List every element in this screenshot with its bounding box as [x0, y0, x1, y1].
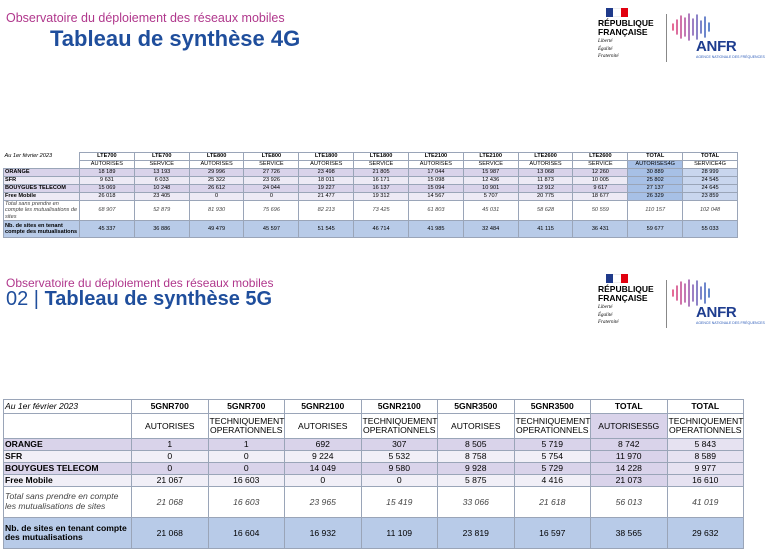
- value-cell: 26 612: [189, 185, 244, 193]
- anfr-subtitle: AGENCE NATIONALE DES FRÉQUENCES: [696, 321, 765, 325]
- table-row: [4, 193, 738, 201]
- value-cell: 14 049: [285, 463, 362, 475]
- value-cell: 13 193: [134, 169, 189, 177]
- total-value: 61 803: [408, 201, 463, 221]
- value-cell: 20 775: [518, 193, 573, 201]
- republique-francaise-logo: [598, 274, 660, 326]
- title-text: Tableau de synthèse 5G: [44, 288, 273, 310]
- value-cell: 27 726: [244, 169, 299, 177]
- value-cell: 26 329: [628, 193, 683, 201]
- mutualisation-value: 41 985: [408, 221, 463, 238]
- col-header: 5GNR700: [132, 400, 209, 414]
- page-title: [6, 288, 272, 311]
- value-cell: 12 912: [518, 185, 573, 193]
- value-cell: 23 926: [244, 177, 299, 185]
- mutualisation-value: 32 484: [463, 221, 518, 238]
- col-header: LTE2100: [463, 153, 518, 161]
- total-row: [4, 487, 744, 518]
- mutualisation-value: 16 597: [514, 518, 591, 549]
- col-header: LTE800: [189, 153, 244, 161]
- value-cell: 11 970: [591, 451, 668, 463]
- republique-francaise-logo: [598, 8, 660, 60]
- value-cell: 16 610: [667, 475, 744, 487]
- value-cell: 0: [132, 463, 209, 475]
- col-header: 5GNR2100: [361, 400, 438, 414]
- col-subheader: AUTORISES: [189, 161, 244, 169]
- value-cell: 5 729: [514, 463, 591, 475]
- total-label: Total sans prendre en compte les mutualisations de sites: [4, 201, 80, 221]
- motto-3: Fraternité: [598, 320, 619, 325]
- motto-2: Égalité: [598, 312, 613, 318]
- operator-label: Free Mobile: [4, 475, 132, 487]
- section-5g: [0, 270, 765, 543]
- value-cell: 1: [132, 439, 209, 451]
- mutualisation-label: Nb. de sites en tenant compte des mutualisations: [4, 221, 80, 238]
- col-header: LTE700: [134, 153, 189, 161]
- section-4g: [0, 0, 765, 265]
- value-cell: 9 977: [667, 463, 744, 475]
- total-value: 68 907: [80, 201, 135, 221]
- col-header: TOTAL: [628, 153, 683, 161]
- value-cell: 25 322: [189, 177, 244, 185]
- value-cell: 13 068: [518, 169, 573, 177]
- section-number: 02 |: [6, 288, 45, 310]
- total-value: 75 696: [244, 201, 299, 221]
- mutualisation-row: [4, 518, 744, 549]
- republique-line-1: RÉPUBLIQUE: [598, 284, 654, 294]
- value-cell: 24 545: [683, 177, 738, 185]
- motto-1: Liberté: [598, 39, 613, 44]
- value-cell: 23 498: [299, 169, 354, 177]
- col-subheader: AUTORISES: [132, 414, 209, 439]
- mutualisation-value: 29 632: [667, 518, 744, 549]
- date-label: Au 1er février 2023: [4, 400, 132, 414]
- logo-divider: [666, 280, 667, 328]
- value-cell: 21 805: [354, 169, 409, 177]
- mutualisation-value: 21 068: [132, 518, 209, 549]
- col-subheader: AUTORISES4G: [628, 161, 683, 169]
- total-value: 82 213: [299, 201, 354, 221]
- value-cell: 12 436: [463, 177, 518, 185]
- value-cell: 24 645: [683, 185, 738, 193]
- value-cell: 18 189: [80, 169, 135, 177]
- marianne-flag-icon: [606, 8, 628, 17]
- value-cell: 16 137: [354, 185, 409, 193]
- mutualisation-value: 51 545: [299, 221, 354, 238]
- total-value: 21 618: [514, 487, 591, 518]
- col-header: LTE700: [80, 153, 135, 161]
- observatoire-subtitle: Observatoire du déploiement des réseaux mobiles: [6, 276, 274, 290]
- total-value: 52 879: [134, 201, 189, 221]
- table-4g: [3, 152, 738, 238]
- value-cell: 0: [208, 451, 285, 463]
- logos: [598, 8, 765, 68]
- col-subheader: AUTORISES: [408, 161, 463, 169]
- value-cell: 4 416: [514, 475, 591, 487]
- table-row: [4, 451, 744, 463]
- value-cell: 19 312: [354, 193, 409, 201]
- col-header: 5GNR3500: [514, 400, 591, 414]
- total-value: 81 930: [189, 201, 244, 221]
- value-cell: 692: [285, 439, 362, 451]
- date-label: Au 1er février 2023: [4, 153, 53, 159]
- value-cell: 0: [132, 451, 209, 463]
- col-subheader: SERVICE: [134, 161, 189, 169]
- total-value: 73 425: [354, 201, 409, 221]
- table-5g: [3, 399, 744, 549]
- marianne-flag-icon: [606, 274, 628, 283]
- value-cell: 21 073: [591, 475, 668, 487]
- col-subheader: AUTORISES: [438, 414, 515, 439]
- col-subheader: SERVICE4G: [683, 161, 738, 169]
- mutualisation-value: 46 714: [354, 221, 409, 238]
- col-header: LTE1800: [354, 153, 409, 161]
- value-cell: 0: [189, 193, 244, 201]
- empty-cell: [4, 414, 132, 439]
- mutualisation-value: 38 565: [591, 518, 668, 549]
- value-cell: 17 044: [408, 169, 463, 177]
- mutualisation-value: 16 604: [208, 518, 285, 549]
- mutualisation-value: 45 337: [80, 221, 135, 238]
- value-cell: 1: [208, 439, 285, 451]
- mutualisation-row: [4, 221, 738, 238]
- value-cell: 0: [208, 463, 285, 475]
- col-header: 5GNR700: [208, 400, 285, 414]
- total-value: 58 628: [518, 201, 573, 221]
- value-cell: 15 094: [408, 185, 463, 193]
- value-cell: 5 719: [514, 439, 591, 451]
- col-subheader: TECHNIQUEMENT OPERATIONNELS: [667, 414, 744, 439]
- col-header: TOTAL: [683, 153, 738, 161]
- total-row: [4, 201, 738, 221]
- col-subheader: SERVICE: [244, 161, 299, 169]
- value-cell: 14 567: [408, 193, 463, 201]
- logo-divider: [666, 14, 667, 62]
- motto-3: Fraternité: [598, 54, 619, 59]
- page-title: Tableau de synthèse 4G: [50, 26, 301, 51]
- value-cell: 8 505: [438, 439, 515, 451]
- value-cell: 8 758: [438, 451, 515, 463]
- mutualisation-label: Nb. de sites en tenant compte des mutualisations: [4, 518, 132, 549]
- value-cell: 23 405: [134, 193, 189, 201]
- col-subheader: SERVICE: [354, 161, 409, 169]
- value-cell: 9 224: [285, 451, 362, 463]
- total-value: 50 559: [573, 201, 628, 221]
- total-value: 33 066: [438, 487, 515, 518]
- col-subheader: AUTORISES5G: [591, 414, 668, 439]
- total-label: Total sans prendre en compte les mutualisations de sites: [4, 487, 132, 518]
- total-value: 102 048: [683, 201, 738, 221]
- col-header: TOTAL: [591, 400, 668, 414]
- table-row: [4, 185, 738, 193]
- value-cell: 16 171: [354, 177, 409, 185]
- mutualisation-value: 36 886: [134, 221, 189, 238]
- value-cell: 0: [285, 475, 362, 487]
- value-cell: 5 707: [463, 193, 518, 201]
- value-cell: 6 033: [134, 177, 189, 185]
- total-value: 110 157: [628, 201, 683, 221]
- value-cell: 21 067: [132, 475, 209, 487]
- table-row: [4, 475, 744, 487]
- value-cell: 0: [361, 475, 438, 487]
- value-cell: 14 228: [591, 463, 668, 475]
- value-cell: 18 011: [299, 177, 354, 185]
- operator-label: Free Mobile: [4, 193, 80, 201]
- value-cell: 10 005: [573, 177, 628, 185]
- empty-cell: [4, 161, 80, 169]
- operator-label: SFR: [4, 451, 132, 463]
- anfr-logo: [670, 12, 765, 64]
- col-subheader: SERVICE: [463, 161, 518, 169]
- mutualisation-value: 49 479: [189, 221, 244, 238]
- anfr-wordmark: ANFR: [696, 304, 737, 321]
- value-cell: 24 044: [244, 185, 299, 193]
- value-cell: 25 802: [628, 177, 683, 185]
- value-cell: 11 873: [518, 177, 573, 185]
- value-cell: 307: [361, 439, 438, 451]
- col-subheader: AUTORISES: [299, 161, 354, 169]
- col-header: 5GNR2100: [285, 400, 362, 414]
- col-header: LTE2600: [573, 153, 628, 161]
- total-value: 21 068: [132, 487, 209, 518]
- value-cell: 27 137: [628, 185, 683, 193]
- value-cell: 5 843: [667, 439, 744, 451]
- motto-2: Égalité: [598, 46, 613, 52]
- value-cell: 9 928: [438, 463, 515, 475]
- republique-line-2: FRANÇAISE: [598, 293, 648, 303]
- value-cell: 12 260: [573, 169, 628, 177]
- value-cell: 15 069: [80, 185, 135, 193]
- value-cell: 26 018: [80, 193, 135, 201]
- value-cell: 5 875: [438, 475, 515, 487]
- value-cell: 30 889: [628, 169, 683, 177]
- mutualisation-value: 36 431: [573, 221, 628, 238]
- logos: [598, 274, 765, 334]
- value-cell: 28 999: [683, 169, 738, 177]
- table-row: [4, 463, 744, 475]
- anfr-subtitle: AGENCE NATIONALE DES FRÉQUENCES: [696, 55, 765, 59]
- total-value: 41 019: [667, 487, 744, 518]
- operator-label: ORANGE: [4, 439, 132, 451]
- table-row: [4, 169, 738, 177]
- observatoire-subtitle: Observatoire du déploiement des réseaux mobiles: [6, 11, 285, 25]
- operator-label: BOUYGUES TELECOM: [4, 463, 132, 475]
- value-cell: 0: [244, 193, 299, 201]
- value-cell: 29 996: [189, 169, 244, 177]
- value-cell: 8 742: [591, 439, 668, 451]
- col-header: LTE800: [244, 153, 299, 161]
- value-cell: 15 987: [463, 169, 518, 177]
- mutualisation-value: 59 677: [628, 221, 683, 238]
- value-cell: 5 754: [514, 451, 591, 463]
- value-cell: 10 248: [134, 185, 189, 193]
- anfr-wordmark: ANFR: [696, 38, 737, 55]
- col-subheader: AUTORISES: [518, 161, 573, 169]
- col-subheader: AUTORISES: [285, 414, 362, 439]
- col-subheader: SERVICE: [573, 161, 628, 169]
- col-header: 5GNR3500: [438, 400, 515, 414]
- total-value: 15 419: [361, 487, 438, 518]
- mutualisation-value: 55 033: [683, 221, 738, 238]
- value-cell: 15 098: [408, 177, 463, 185]
- col-subheader: AUTORISES: [80, 161, 135, 169]
- mutualisation-value: 41 115: [518, 221, 573, 238]
- col-header: LTE2100: [408, 153, 463, 161]
- table-row: [4, 177, 738, 185]
- operator-label: SFR: [4, 177, 80, 185]
- republique-line-2: FRANÇAISE: [598, 27, 648, 37]
- operator-label: BOUYGUES TELECOM: [4, 185, 80, 193]
- mutualisation-value: 16 932: [285, 518, 362, 549]
- col-subheader: TECHNIQUEMENT OPERATIONNELS: [514, 414, 591, 439]
- value-cell: 21 477: [299, 193, 354, 201]
- table-row: [4, 439, 744, 451]
- operator-label: ORANGE: [4, 169, 80, 177]
- col-subheader: TECHNIQUEMENT OPERATIONNELS: [361, 414, 438, 439]
- col-header: LTE1800: [299, 153, 354, 161]
- total-value: 45 031: [463, 201, 518, 221]
- motto-1: Liberté: [598, 305, 613, 310]
- mutualisation-value: 23 819: [438, 518, 515, 549]
- value-cell: 5 532: [361, 451, 438, 463]
- value-cell: 19 227: [299, 185, 354, 193]
- value-cell: 10 901: [463, 185, 518, 193]
- value-cell: 9 580: [361, 463, 438, 475]
- value-cell: 9 631: [80, 177, 135, 185]
- mutualisation-value: 45 597: [244, 221, 299, 238]
- col-header: LTE2600: [518, 153, 573, 161]
- value-cell: 18 677: [573, 193, 628, 201]
- col-subheader: TECHNIQUEMENT OPERATIONNELS: [208, 414, 285, 439]
- value-cell: 9 617: [573, 185, 628, 193]
- total-value: 56 013: [591, 487, 668, 518]
- value-cell: 16 603: [208, 475, 285, 487]
- republique-line-1: RÉPUBLIQUE: [598, 18, 654, 28]
- col-header: TOTAL: [667, 400, 744, 414]
- anfr-logo: [670, 278, 765, 330]
- value-cell: 8 589: [667, 451, 744, 463]
- total-value: 16 603: [208, 487, 285, 518]
- total-value: 23 965: [285, 487, 362, 518]
- value-cell: 23 859: [683, 193, 738, 201]
- mutualisation-value: 11 109: [361, 518, 438, 549]
